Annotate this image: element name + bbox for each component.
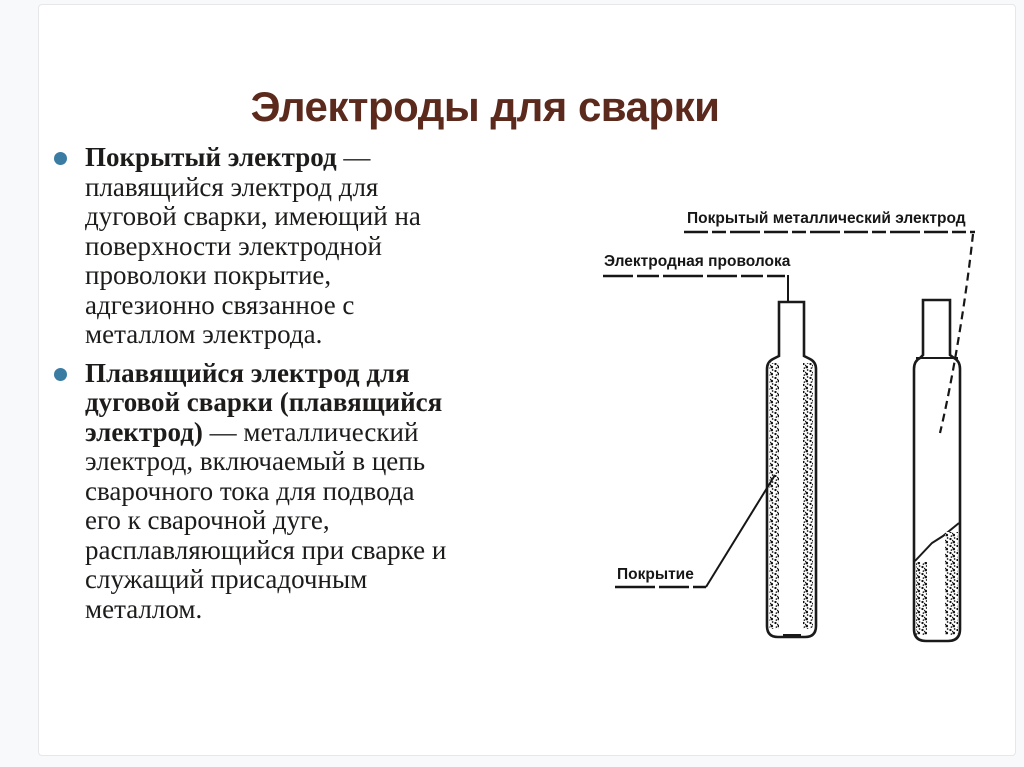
bullet-item [45,143,570,350]
bullet-text-line: проволоки покрытие, [85,260,332,290]
bullet-text-line: расплавляющийся при сварке и [85,534,447,565]
bullet-text [85,143,570,350]
label-coating-pointer [706,475,775,587]
bullet-text-line: Плавящийся электрод для [85,357,410,388]
bullet-text-line: электрод, включаемый в цепь [85,446,426,476]
right-coating-stipple-left [916,562,927,635]
bullet-text-line: плавящийся электрод для [85,171,379,202]
right-electrode-side-view [914,300,960,641]
left-coating-stipple-right [803,363,813,629]
slide [38,4,1016,756]
bullet-marker [54,368,67,381]
bullet-text-line: сварочного тока для подвода [85,475,415,506]
label-coating: Покрытие [617,566,694,583]
bullet-text-line: дуговой сварки (плавящийся [85,387,443,417]
bullet-text-line: металлом электрода. [85,319,323,349]
bullet-text-line: металлом. [85,593,203,624]
bullet-text-line: Покрытый электрод — [85,142,371,172]
bullet-marker [54,152,67,165]
bullet-text-line: его к сварочной дуге, [85,505,330,535]
bullet-text [85,359,570,625]
bullet-text-line: служащий присадочным [85,564,368,594]
bullet-text-line: электрод) — металлический [85,416,419,447]
left-electrode-cross-section [767,302,816,637]
electrode-diagram [556,191,986,671]
bullet-list [45,143,570,633]
label-coated-electrode: Покрытый металлический электрод [687,210,966,227]
bullet-item [45,359,570,625]
bullet-text-line: поверхности электродной [85,230,382,261]
bullet-text-line: дуговой сварки, имеющий на [85,201,421,231]
label-electrode-wire: Электродная проволока [604,253,791,270]
bullet-text-line: адгезионно связанное с [85,289,355,320]
left-coating-stipple-left [770,363,780,629]
right-coating-stipple-right [945,532,958,635]
slide-title: Электроды для сварки [250,83,720,130]
